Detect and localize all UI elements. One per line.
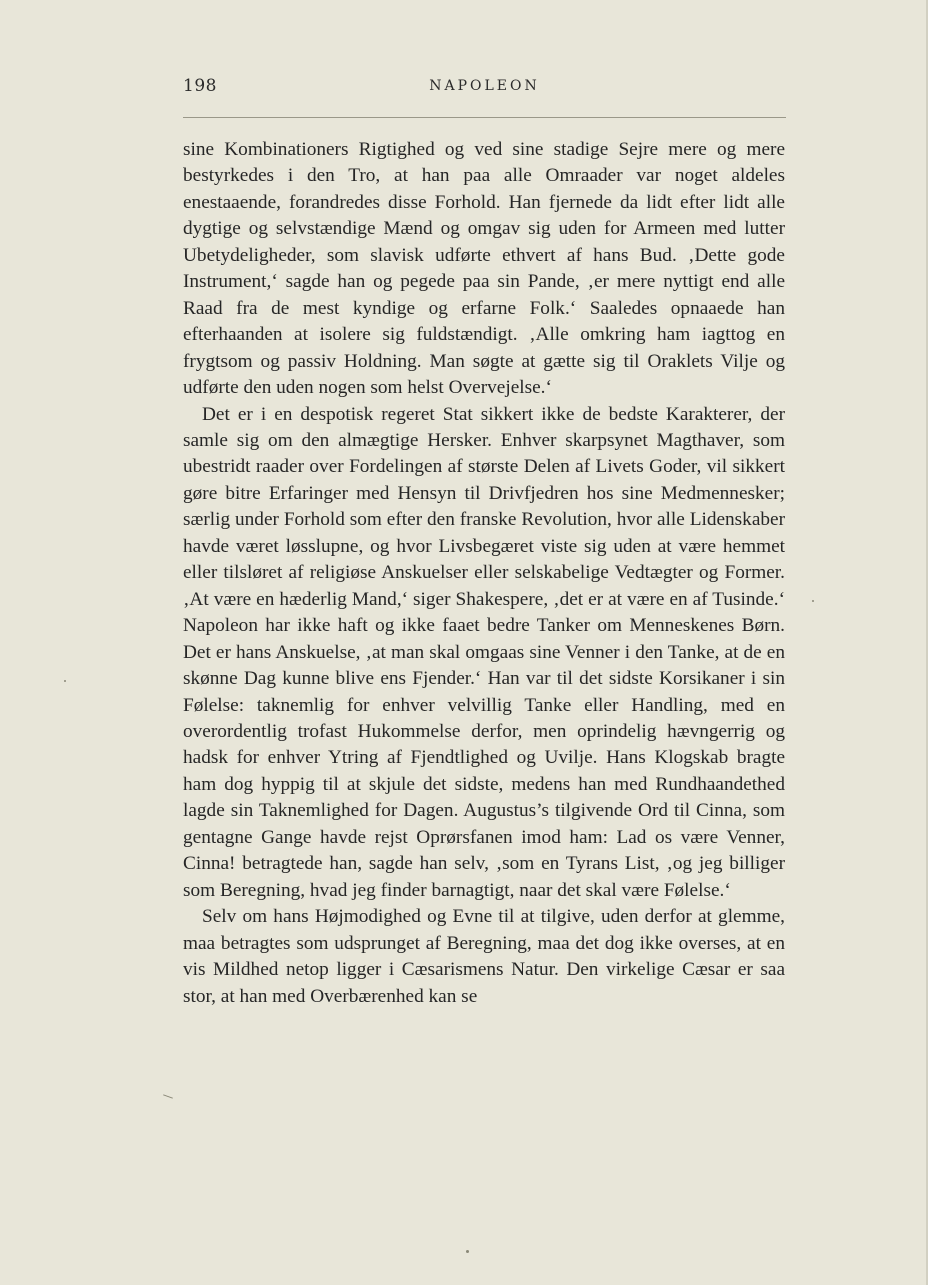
- scan-speck: [466, 1250, 469, 1253]
- paragraph-2: Det er i en despotisk regeret Stat sikkert ikke de bedste Karakterer, der samle sig om den almægtige Hersker. Enhver skarpsynet Magthaver, som ubestridt raader over Fordelingen af største Delen af Livets Goder, vil sikkert gøre bitre Erfaringer med Hensyn til Drivfjedren hos sine Medmennesker; særlig under Forhold som efter den franske Revolution, hvor alle Lidenskaber havde været løsslupne, og hvor Livsbegæret viste sig uden at være hemmet eller tilsløret af religiøse Anskuelser eller selskabelige Vedtægter og Former. ‚At være en hæderlig Mand,‘ siger Shakespere, ‚det er at være en af Tusinde.‘ Napoleon har ikke haft og ikke faaet bedre Tanker om Menneskenes Børn. Det er hans Anskuelse, ‚at man skal omgaas sine Venner i den Tanke, at de en skønne Dag kunne blive ens Fjender.‘ Han var til det sidste Korsikaner i sin Følelse: taknemlig for enhver velvillig Tanke eller Handling, med en overordentlig trofast Hukommelse derfor, men oprindelig hævngerrig og hadsk for enhver Ytring af Fjendtlighed og Uvilje. Hans Klogskab bragte ham dog hyppig til at skjule det sidste, medens han med Rundhaandethed lagde sin Taknemlighed for Dagen. Augustus’s tilgivende Ord til Cinna, som gentagne Gange havde rejst Oprørsfanen imod ham: Lad os være Venner, Cinna! betragtede han, sagde han selv, ‚som en Tyrans List, ‚og jeg billiger som Beregning, hvad jeg finder barnagtigt, naar det skal være Følelse.‘: [183, 403, 785, 901]
- running-head: NAPOLEON: [429, 78, 540, 94]
- paragraph-1: sine Kombinationers Rigtighed og ved sine stadige Sejre mere og mere bestyrkedes i den Tro, at han paa alle Omraader var noget aldeles enestaaende, forandredes disse Forhold. Han fjernede da lidt efter lidt alle dygtige og selvstændige Mænd og omgav sig uden for Armeen med lutter Ubetydeligheder, som slavisk udførte ethvert af hans Bud. ‚Dette gode Instrument,‘ sagde han og pegede paa sin Pande, ‚er mere nyttigt end alle Raad fra de mest kyndige og erfarne Folk.‘ Saaledes opnaaede han efterhaanden at isolere sig fuldstændigt. ‚Alle omkring ham iagttog en frygtsom og passiv Holdning. Man søgte at gætte sig til Oraklets Vilje og udførte den uden nogen som helst Overvejelse.‘: [183, 139, 785, 399]
- body-text: [183, 137, 785, 1010]
- scan-speck: [812, 600, 814, 602]
- header-rule: [183, 117, 786, 118]
- page-header: [183, 74, 786, 102]
- page-number: 198: [183, 76, 217, 96]
- scan-mark: [163, 1094, 173, 1098]
- paragraph-3: Selv om hans Højmodighed og Evne til at tilgive, uden derfor at glemme, maa betragtes som udsprunget af Beregning, maa det dog ikke overses, at en vis Mildhed netop ligger i Cæsarismens Natur. Den virkelige Cæsar er saa stor, at han med Overbærenhed kan se: [183, 906, 785, 1007]
- scan-speck: [64, 680, 66, 682]
